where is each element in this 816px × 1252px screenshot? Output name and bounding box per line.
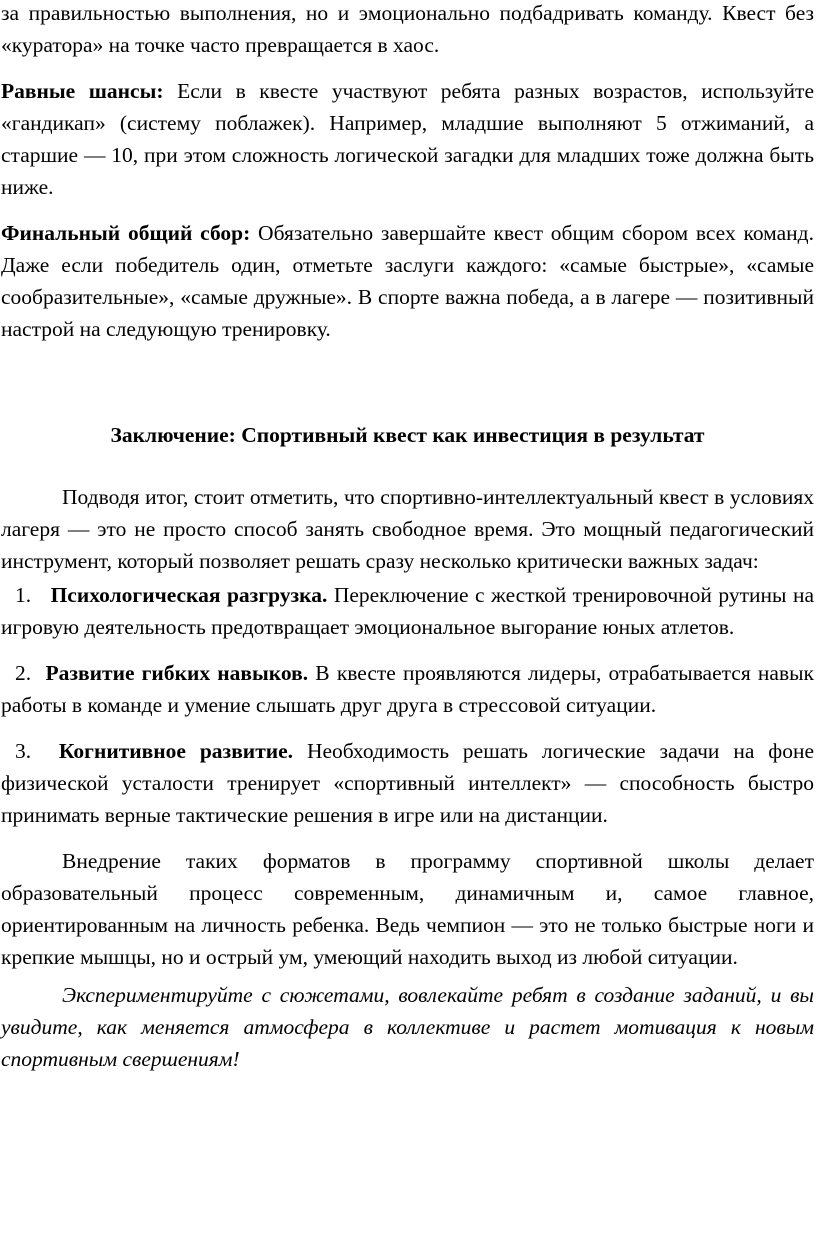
list-item-3 bbox=[1, 735, 814, 831]
closing-paragraph: Внедрение таких форматов в программу спортивной школы делает образовательный процесс современным, динамичным и, самое главное, ориентированным на личность ребенка. Ведь чемпион — это не только быстрые ноги и крепкие мышцы, но и острый ум, умеющий находить выход из любой ситуации. bbox=[1, 849, 814, 969]
list-number-2: 2. bbox=[15, 661, 32, 685]
text-final-gathering: Обязательно завершайте квест общим сбором всех команд. Даже если победитель один, отметьте заслуги каждого: «самые быстрые», «самые сообразительные», «самые дружные». В спорте важна победа, а в лагере — позитивный настрой на следующую тренировку. bbox=[1, 221, 814, 341]
intro-paragraph: Подводя итог, стоит отметить, что спортивно-интеллектуальный квест в условиях лагеря — это не просто способ занять свободное время. Это мощный педагогический инструмент, который позволяет решать сразу несколько критически важных задач: bbox=[1, 485, 814, 573]
list-number-3: 3. bbox=[15, 739, 32, 763]
list-text-1: Переключение с жесткой тренировочной рутины на игровую деятельность предотвращает эмоциональное выгорание юных атлетов. bbox=[1, 583, 814, 639]
list-text-3: Необходимость решать логические задачи на фоне физической усталости тренирует «спортивный интеллект» — способность быстро принимать верные тактические решения в игре или на дистанции. bbox=[1, 739, 814, 827]
list-term-2: Развитие гибких навыков. bbox=[45, 661, 309, 685]
list-item-2 bbox=[1, 657, 814, 721]
list-term-1: Психологическая разгрузка. bbox=[50, 583, 328, 607]
term-equal-chances: Равные шансы: bbox=[1, 79, 164, 103]
paragraph-continuation: за правильностью выполнения, но и эмоционально подбадривать команду. Квест без «куратора» на точке часто превращается в хаос. bbox=[1, 1, 814, 57]
paragraph-equal-chances bbox=[1, 75, 814, 203]
text-equal-chances: Если в квесте участвуют ребята разных возрастов, используйте «гандикап» (систему поблажек). Например, младшие выполняют 5 отжиманий, а старшие — 10, при этом сложность логической загадки для младших тоже должна быть ниже. bbox=[1, 79, 814, 199]
section-heading: Заключение: Спортивный квест как инвестиция в результат bbox=[110, 423, 705, 447]
list-number-1: 1. bbox=[15, 583, 32, 607]
term-final-gathering: Финальный общий сбор: bbox=[1, 221, 251, 245]
list-term-3: Когнитивное развитие. bbox=[58, 739, 294, 763]
list-text-2: В квесте проявляются лидеры, отрабатывается навык работы в команде и умение слышать друг друга в стрессовой ситуации. bbox=[1, 661, 815, 717]
list-item-1 bbox=[1, 579, 814, 643]
paragraph-final-gathering bbox=[1, 217, 814, 345]
final-italic-paragraph: Экспериментируйте с сюжетами, вовлекайте ребят в создание заданий, и вы увидите, как меняется атмосфера в коллективе и растет мотивация к новым спортивным свершениям! bbox=[1, 983, 814, 1071]
